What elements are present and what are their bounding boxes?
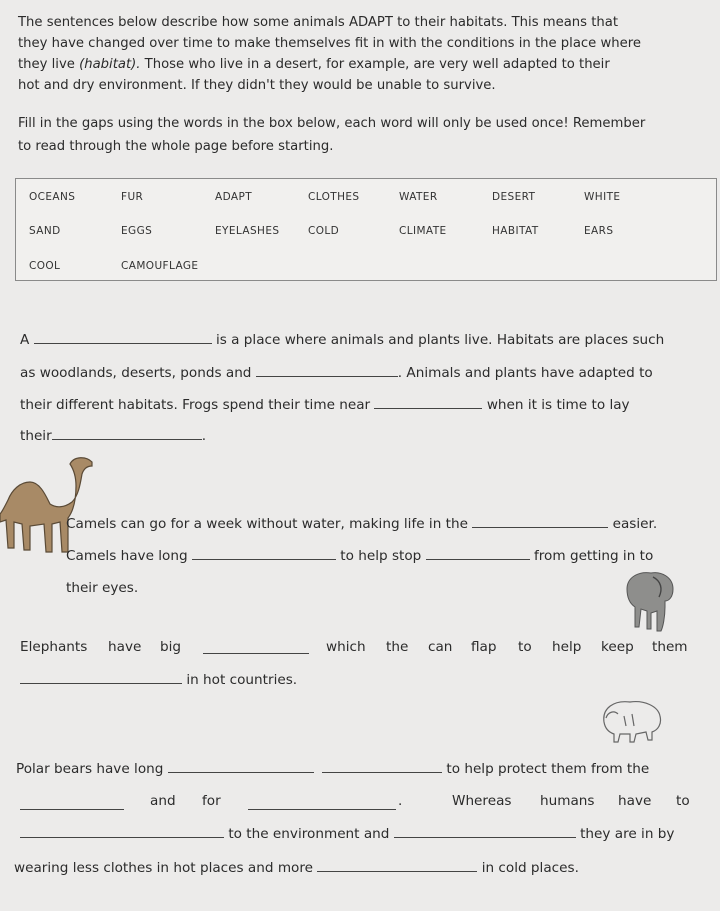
word-cool: COOL [29, 260, 61, 272]
elephant-sentence-1 [20, 639, 87, 655]
intro-line-4: hot and dry environment. If they didn't they would be unable to survive. [18, 78, 496, 93]
answer-blank-4[interactable] [52, 427, 202, 440]
sentence-text: their different habitats. Frogs spend their time near [20, 397, 371, 413]
sentence-text: have [618, 793, 652, 809]
sentence-text: easier. [612, 516, 658, 532]
intro-line-2: they have changed over time to make themselves fit in with the conditions in the place where [18, 36, 641, 51]
word-habitat: HABITAT [492, 225, 539, 237]
sentence-text: . [201, 428, 207, 444]
answer-blank-14[interactable] [20, 825, 224, 838]
polar-sentence-1 [16, 760, 649, 777]
sentence-text: Polar bears have long [16, 761, 164, 777]
word-adapt: ADAPT [215, 191, 253, 203]
habitat-sentence-3 [20, 396, 630, 413]
word-fur: FUR [121, 191, 144, 203]
word-white: WHITE [584, 191, 621, 203]
answer-blank-5[interactable] [472, 515, 608, 528]
sentence-text: big [160, 639, 182, 655]
answer-blank-7[interactable] [426, 547, 530, 560]
sentence-text: keep [601, 639, 634, 655]
sentence-text: to help stop [340, 548, 422, 564]
instruction-line-1: Fill in the gaps using the words in the box below, each word will only be used once! Remember [18, 116, 646, 131]
answer-blank-11[interactable] [322, 760, 442, 773]
polar-bear-icon [596, 692, 668, 744]
answer-blank-8[interactable] [203, 641, 309, 654]
sentence-text: the [386, 639, 409, 655]
sentence-text: when it is time to lay [486, 397, 630, 413]
sentence-text: . Animals and plants have adapted to [397, 365, 653, 381]
sentence-text: Whereas [452, 793, 512, 809]
sentence-text: humans [540, 793, 595, 809]
sentence-text: and [150, 793, 176, 809]
sentence-text: as woodlands, deserts, ponds and [20, 365, 252, 381]
sentence-text: is a place where animals and plants live. Habitats are places such [215, 332, 665, 348]
answer-blank-3[interactable] [374, 396, 482, 409]
answer-blank-9[interactable] [20, 671, 182, 684]
sentence-text: Camels have long [66, 548, 188, 564]
polar-sentence-4 [14, 859, 579, 876]
sentence-text: A [20, 332, 30, 348]
sentence-text: in hot countries. [186, 672, 298, 688]
sentence-text: Elephants [20, 639, 88, 655]
answer-blank-2[interactable] [256, 364, 398, 377]
habitat-sentence-1 [20, 331, 664, 348]
camel-icon [0, 452, 100, 560]
sentence-text: Camels can go for a week without water, making life in the [66, 516, 468, 532]
instruction-line-2: to read through the whole page before starting. [18, 139, 334, 154]
sentence-text: . [398, 793, 403, 809]
intro-line-1: The sentences below describe how some animals ADAPT to their habitats. This means that [18, 15, 618, 30]
sentence-text: them [652, 639, 688, 655]
word-clothes: CLOTHES [308, 191, 360, 203]
sentence-text: for [202, 793, 221, 809]
answer-blank-15[interactable] [394, 825, 576, 838]
answer-blank-6[interactable] [192, 547, 336, 560]
sentence-text: flap [471, 639, 497, 655]
word-box [15, 178, 717, 281]
sentence-text: to help protect them from the [446, 761, 650, 777]
answer-blank-12[interactable] [20, 797, 124, 810]
sentence-text: help [552, 639, 582, 655]
sentence-text: to [676, 793, 690, 809]
word-eyelashes: EYELASHES [215, 225, 280, 237]
word-ears: EARS [584, 225, 614, 237]
sentence-text: to [518, 639, 532, 655]
sentence-text: which [326, 639, 366, 655]
word-camouflage: CAMOUFLAGE [121, 260, 199, 272]
answer-blank-13[interactable] [248, 797, 396, 810]
word-cold: COLD [308, 225, 340, 237]
habitat-sentence-4 [20, 427, 206, 444]
sentence-text: in cold places. [481, 860, 579, 876]
sentence-text: their [20, 428, 52, 444]
sentence-text: have [108, 639, 142, 655]
answer-blank-10[interactable] [168, 760, 314, 773]
answer-blank-1[interactable] [34, 331, 212, 344]
camel-sentence-2 [66, 547, 653, 564]
elephant-sentence-2 [20, 671, 297, 688]
sentence-text: can [428, 639, 453, 655]
sentence-text: to the environment and [228, 826, 390, 842]
sentence-text: they are in by [580, 826, 675, 842]
word-sand: SAND [29, 225, 61, 237]
word-oceans: OCEANS [29, 191, 76, 203]
word-water: WATER [399, 191, 438, 203]
polar-sentence-3 [20, 825, 674, 842]
habitat-term: (habitat). [79, 57, 141, 72]
sentence-text: from getting in to [533, 548, 654, 564]
intro-text: they live [18, 57, 80, 72]
camel-sentence-1 [66, 515, 657, 532]
sentence-text: wearing less clothes in hot places and more [14, 860, 314, 876]
answer-blank-16[interactable] [317, 859, 477, 872]
word-eggs: EGGS [121, 225, 153, 237]
word-climate: CLIMATE [399, 225, 447, 237]
camel-sentence-3: their eyes. [66, 580, 139, 596]
elephant-icon [621, 567, 677, 633]
habitat-sentence-2 [20, 364, 653, 381]
word-desert: DESERT [492, 191, 536, 203]
intro-line-3 [18, 54, 610, 75]
intro-text: Those who live in a desert, for example, are very well adapted to their [140, 57, 610, 72]
